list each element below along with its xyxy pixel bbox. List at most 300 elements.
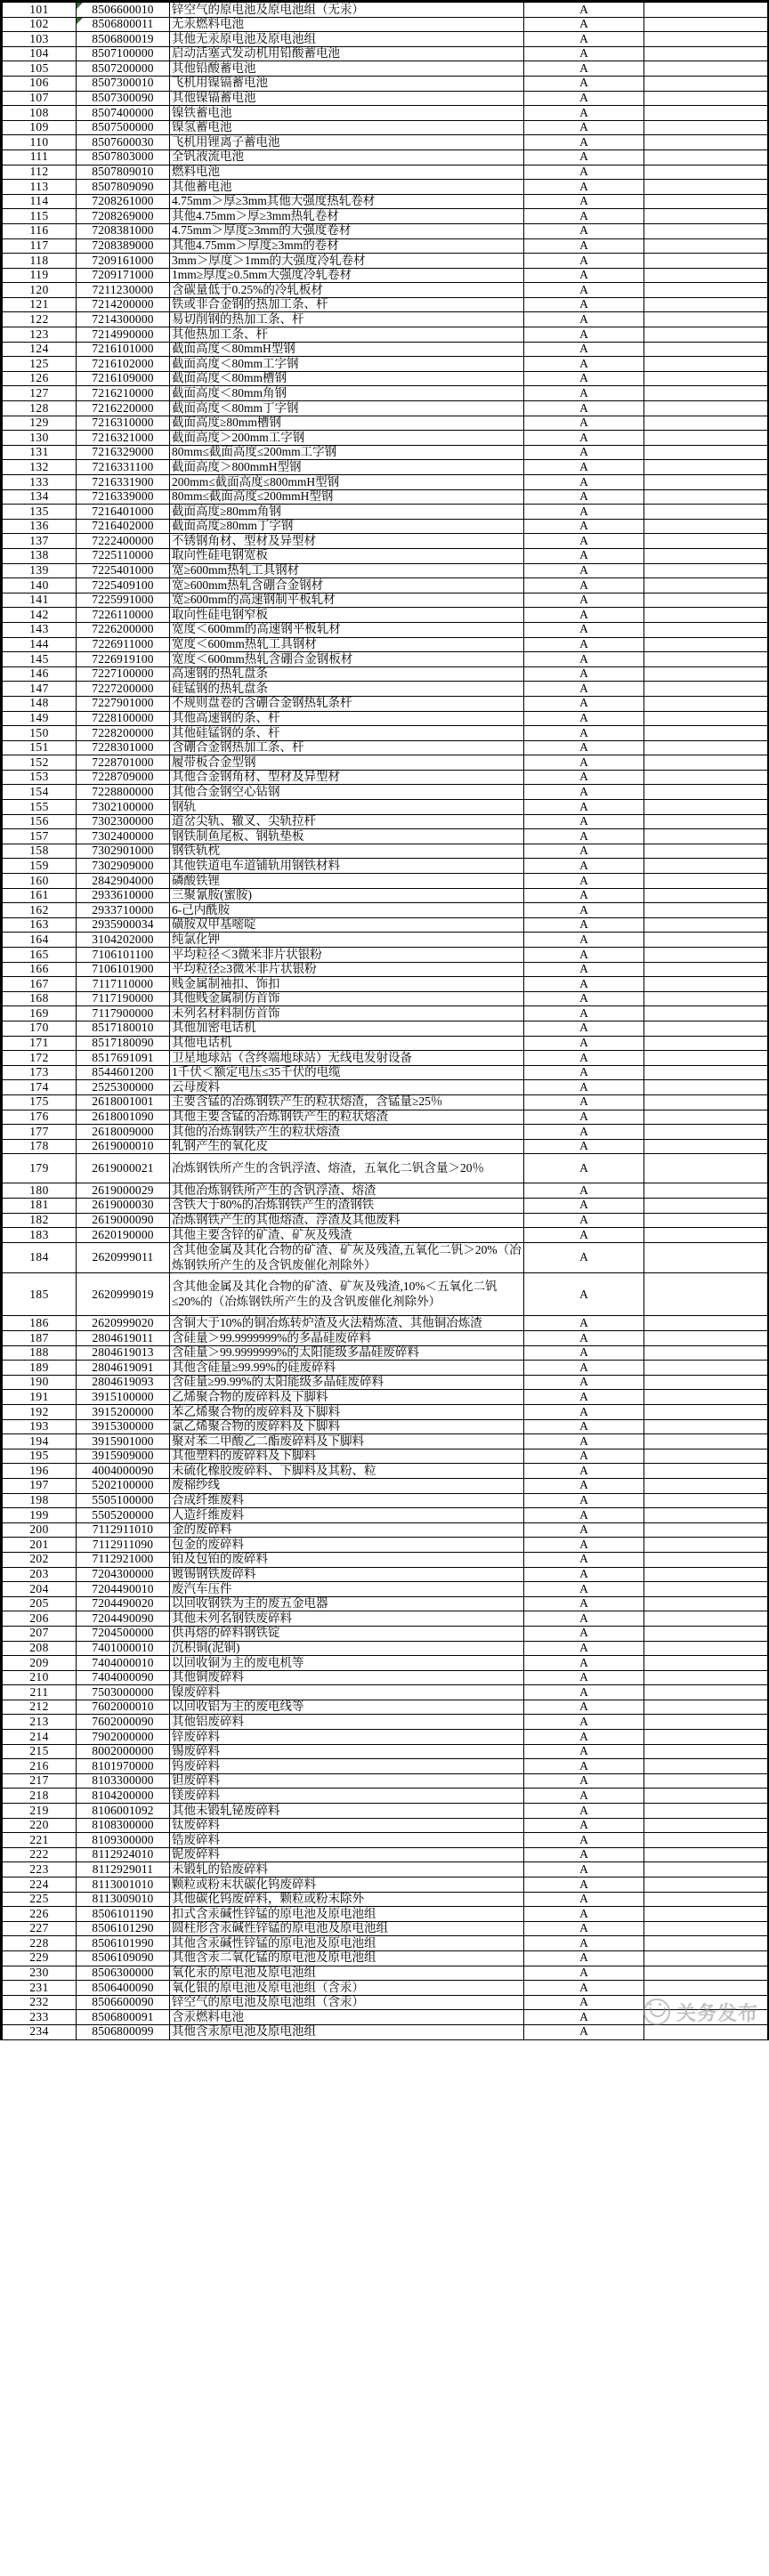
row-index-cell[interactable]: 166 xyxy=(3,962,77,977)
note-cell[interactable] xyxy=(644,106,768,121)
note-cell[interactable] xyxy=(644,1419,768,1434)
commodity-name-cell[interactable]: 截面高度≥80mm角钢 xyxy=(170,505,524,520)
category-flag-cell[interactable]: A xyxy=(524,1950,644,1966)
hs-code-cell[interactable] xyxy=(77,1006,170,1022)
hs-code-cell[interactable] xyxy=(77,1759,170,1774)
table-row[interactable] xyxy=(3,17,768,32)
note-cell[interactable] xyxy=(644,755,768,771)
commodity-name-cell[interactable]: 轧钢产生的氧化皮 xyxy=(170,1139,524,1154)
hs-code-cell[interactable] xyxy=(77,268,170,283)
table-row[interactable] xyxy=(3,1094,768,1110)
commodity-name-cell[interactable]: 宽度＜600mm热轧含硼合金钢板材 xyxy=(170,652,524,667)
commodity-name-cell[interactable]: 卫星地球站（含终端地球站）无线电发射设备 xyxy=(170,1051,524,1066)
note-cell[interactable] xyxy=(644,1125,768,1140)
note-cell[interactable] xyxy=(644,209,768,224)
row-index-cell[interactable]: 201 xyxy=(3,1538,77,1553)
table-row[interactable] xyxy=(3,1641,768,1656)
note-cell[interactable] xyxy=(644,1981,768,1996)
row-index-cell[interactable]: 220 xyxy=(3,1818,77,1833)
category-flag-cell[interactable]: A xyxy=(524,888,644,903)
hs-code-cell[interactable] xyxy=(77,1213,170,1228)
row-index-cell[interactable]: 132 xyxy=(3,460,77,475)
hs-code-cell[interactable] xyxy=(77,1228,170,1243)
row-index-cell[interactable]: 221 xyxy=(3,1833,77,1848)
commodity-name-cell[interactable]: 三聚氰胺(蜜胺) xyxy=(170,888,524,903)
commodity-name-cell[interactable]: 硅锰钢的热轧盘条 xyxy=(170,682,524,697)
row-index-cell[interactable]: 138 xyxy=(3,548,77,563)
table-row[interactable] xyxy=(3,1021,768,1036)
category-flag-cell[interactable]: A xyxy=(524,1789,644,1804)
row-index-cell[interactable]: 218 xyxy=(3,1789,77,1804)
table-row[interactable] xyxy=(3,475,768,490)
hs-code-cell[interactable] xyxy=(77,933,170,948)
hs-code-cell[interactable] xyxy=(77,1036,170,1051)
note-cell[interactable] xyxy=(644,1183,768,1199)
commodity-name-cell[interactable]: 其他碳化钨废碎料，颗粒或粉末除外 xyxy=(170,1892,524,1907)
note-cell[interactable] xyxy=(644,785,768,800)
note-cell[interactable] xyxy=(644,1656,768,1671)
table-row[interactable] xyxy=(3,519,768,534)
note-cell[interactable] xyxy=(644,770,768,785)
hs-code-cell[interactable] xyxy=(77,1847,170,1862)
commodity-name-cell[interactable]: 燃料电池 xyxy=(170,165,524,180)
category-flag-cell[interactable]: A xyxy=(524,1921,644,1936)
table-row[interactable] xyxy=(3,903,768,918)
row-index-cell[interactable]: 184 xyxy=(3,1242,77,1273)
table-row[interactable] xyxy=(3,1715,768,1730)
category-flag-cell[interactable]: A xyxy=(524,1051,644,1066)
commodity-name-cell[interactable]: 其他合金钢空心钻钢 xyxy=(170,785,524,800)
category-flag-cell[interactable]: A xyxy=(524,1478,644,1493)
commodity-name-cell[interactable]: 贱金属制袖扣、饰扣 xyxy=(170,977,524,992)
note-cell[interactable] xyxy=(644,2024,768,2039)
note-cell[interactable] xyxy=(644,1006,768,1022)
table-row[interactable] xyxy=(3,1228,768,1243)
note-cell[interactable] xyxy=(644,342,768,357)
commodity-name-cell[interactable]: 其他铁道电车道铺轨用钢铁材料 xyxy=(170,859,524,874)
row-index-cell[interactable]: 226 xyxy=(3,1907,77,1922)
note-cell[interactable] xyxy=(644,460,768,475)
hs-code-cell[interactable] xyxy=(77,61,170,77)
note-cell[interactable] xyxy=(644,1582,768,1597)
note-cell[interactable] xyxy=(644,829,768,844)
note-cell[interactable] xyxy=(644,1434,768,1450)
note-cell[interactable] xyxy=(644,888,768,903)
row-index-cell[interactable]: 158 xyxy=(3,844,77,859)
table-row[interactable] xyxy=(3,1508,768,1523)
hs-code-cell[interactable] xyxy=(77,682,170,697)
row-index-cell[interactable]: 219 xyxy=(3,1804,77,1819)
category-flag-cell[interactable]: A xyxy=(524,1021,644,1036)
row-index-cell[interactable]: 131 xyxy=(3,445,77,460)
table-row[interactable] xyxy=(3,1611,768,1627)
note-cell[interactable] xyxy=(644,1094,768,1110)
row-index-cell[interactable]: 144 xyxy=(3,637,77,652)
category-flag-cell[interactable]: A xyxy=(524,962,644,977)
table-row[interactable] xyxy=(3,149,768,165)
row-index-cell[interactable]: 214 xyxy=(3,1730,77,1745)
hs-code-cell[interactable] xyxy=(77,1405,170,1420)
row-index-cell[interactable]: 105 xyxy=(3,61,77,77)
category-flag-cell[interactable]: A xyxy=(524,933,644,948)
table-row[interactable] xyxy=(3,652,768,667)
row-index-cell[interactable]: 196 xyxy=(3,1464,77,1479)
row-index-cell[interactable]: 230 xyxy=(3,1966,77,1981)
category-flag-cell[interactable]: A xyxy=(524,2024,644,2039)
table-row[interactable] xyxy=(3,1493,768,1508)
note-cell[interactable] xyxy=(644,120,768,135)
commodity-name-cell[interactable]: 以回收铜为主的废电机等 xyxy=(170,1656,524,1671)
row-index-cell[interactable]: 187 xyxy=(3,1331,77,1346)
commodity-name-cell[interactable]: 其他含汞二氧化锰的原电池及原电池组 xyxy=(170,1950,524,1966)
category-flag-cell[interactable]: A xyxy=(524,1847,644,1862)
hs-code-cell[interactable] xyxy=(77,770,170,785)
hs-code-cell[interactable] xyxy=(77,1508,170,1523)
row-index-cell[interactable]: 133 xyxy=(3,475,77,490)
commodity-name-cell[interactable]: 以回收钢铁为主的废五金电器 xyxy=(170,1596,524,1611)
hs-code-cell[interactable] xyxy=(77,1139,170,1154)
row-index-cell[interactable]: 154 xyxy=(3,785,77,800)
row-index-cell[interactable]: 171 xyxy=(3,1036,77,1051)
row-index-cell[interactable]: 188 xyxy=(3,1345,77,1361)
category-flag-cell[interactable]: A xyxy=(524,829,644,844)
note-cell[interactable] xyxy=(644,1847,768,1862)
note-cell[interactable] xyxy=(644,238,768,254)
category-flag-cell[interactable]: A xyxy=(524,1670,644,1685)
row-index-cell[interactable]: 175 xyxy=(3,1094,77,1110)
note-cell[interactable] xyxy=(644,1273,768,1316)
row-index-cell[interactable]: 162 xyxy=(3,903,77,918)
hs-code-cell[interactable] xyxy=(77,135,170,150)
note-cell[interactable] xyxy=(644,76,768,91)
commodity-name-cell[interactable]: 颗粒或粉末状碳化钨废碎料 xyxy=(170,1877,524,1893)
row-index-cell[interactable]: 141 xyxy=(3,593,77,608)
data-table[interactable] xyxy=(2,2,768,2040)
hs-code-cell[interactable] xyxy=(77,2024,170,2039)
note-cell[interactable] xyxy=(644,32,768,47)
hs-code-cell[interactable] xyxy=(77,1080,170,1095)
category-flag-cell[interactable]: A xyxy=(524,32,644,47)
commodity-name-cell[interactable]: 钛废碎料 xyxy=(170,1818,524,1833)
category-flag-cell[interactable]: A xyxy=(524,903,644,918)
note-cell[interactable] xyxy=(644,194,768,209)
note-cell[interactable] xyxy=(644,948,768,963)
commodity-name-cell[interactable]: 截面高度≥80mm丁字钢 xyxy=(170,519,524,534)
note-cell[interactable] xyxy=(644,3,768,18)
category-flag-cell[interactable]: A xyxy=(524,297,644,312)
note-cell[interactable] xyxy=(644,933,768,948)
table-row[interactable] xyxy=(3,859,768,874)
category-flag-cell[interactable]: A xyxy=(524,666,644,682)
category-flag-cell[interactable]: A xyxy=(524,268,644,283)
category-flag-cell[interactable]: A xyxy=(524,977,644,992)
row-index-cell[interactable]: 135 xyxy=(3,505,77,520)
hs-code-cell[interactable] xyxy=(77,622,170,637)
hs-code-cell[interactable] xyxy=(77,652,170,667)
category-flag-cell[interactable]: A xyxy=(524,431,644,446)
hs-code-cell[interactable] xyxy=(77,106,170,121)
hs-code-cell[interactable] xyxy=(77,1907,170,1922)
note-cell[interactable] xyxy=(644,1316,768,1331)
category-flag-cell[interactable]: A xyxy=(524,1877,644,1893)
table-row[interactable] xyxy=(3,948,768,963)
row-index-cell[interactable]: 186 xyxy=(3,1316,77,1331)
row-index-cell[interactable]: 107 xyxy=(3,91,77,106)
category-flag-cell[interactable]: A xyxy=(524,800,644,815)
commodity-name-cell[interactable]: 易切削钢的热加工条、杆 xyxy=(170,312,524,327)
category-flag-cell[interactable]: A xyxy=(524,1522,644,1538)
category-flag-cell[interactable]: A xyxy=(524,1715,644,1730)
note-cell[interactable] xyxy=(644,991,768,1006)
note-cell[interactable] xyxy=(644,91,768,106)
note-cell[interactable] xyxy=(644,593,768,608)
row-index-cell[interactable]: 232 xyxy=(3,1995,77,2010)
row-index-cell[interactable]: 118 xyxy=(3,254,77,269)
commodity-name-cell[interactable]: 钨废碎料 xyxy=(170,1759,524,1774)
category-flag-cell[interactable]: A xyxy=(524,1006,644,1022)
hs-code-cell[interactable] xyxy=(77,1375,170,1390)
category-flag-cell[interactable]: A xyxy=(524,445,644,460)
note-cell[interactable] xyxy=(644,1596,768,1611)
row-index-cell[interactable]: 111 xyxy=(3,149,77,165)
hs-code-cell[interactable] xyxy=(77,475,170,490)
category-flag-cell[interactable]: A xyxy=(524,1094,644,1110)
note-cell[interactable] xyxy=(644,1685,768,1700)
note-cell[interactable] xyxy=(644,1449,768,1464)
table-row[interactable] xyxy=(3,1273,768,1316)
hs-code-cell[interactable] xyxy=(77,962,170,977)
commodity-name-cell[interactable]: 含碳量低于0.25%的冷轧板材 xyxy=(170,283,524,298)
hs-code-cell[interactable] xyxy=(77,431,170,446)
commodity-name-cell[interactable]: 80mm≤截面高度≤200mm工字钢 xyxy=(170,445,524,460)
row-index-cell[interactable]: 210 xyxy=(3,1670,77,1685)
note-cell[interactable] xyxy=(644,800,768,815)
category-flag-cell[interactable]: A xyxy=(524,1345,644,1361)
commodity-name-cell[interactable]: 钢铁轨枕 xyxy=(170,844,524,859)
note-cell[interactable] xyxy=(644,1375,768,1390)
hs-code-cell[interactable] xyxy=(77,223,170,238)
category-flag-cell[interactable]: A xyxy=(524,1361,644,1376)
hs-code-cell[interactable] xyxy=(77,740,170,755)
hs-code-cell[interactable] xyxy=(77,254,170,269)
hs-code-cell[interactable] xyxy=(77,1641,170,1656)
table-row[interactable] xyxy=(3,1478,768,1493)
row-index-cell[interactable]: 164 xyxy=(3,933,77,948)
category-flag-cell[interactable]: A xyxy=(524,1596,644,1611)
hs-code-cell[interactable] xyxy=(77,180,170,195)
table-row[interactable] xyxy=(3,283,768,298)
category-flag-cell[interactable]: A xyxy=(524,416,644,431)
table-row[interactable] xyxy=(3,1862,768,1877)
commodity-name-cell[interactable]: 镍铁蓄电池 xyxy=(170,106,524,121)
hs-code-cell[interactable] xyxy=(77,1345,170,1361)
note-cell[interactable] xyxy=(644,1478,768,1493)
category-flag-cell[interactable]: A xyxy=(524,1493,644,1508)
hs-code-cell[interactable] xyxy=(77,46,170,61)
commodity-name-cell[interactable]: 铌废碎料 xyxy=(170,1847,524,1862)
note-cell[interactable] xyxy=(644,608,768,623)
commodity-name-cell[interactable]: 不规则盘卷的含硼合金钢热轧条杆 xyxy=(170,696,524,711)
table-row[interactable] xyxy=(3,682,768,697)
row-index-cell[interactable]: 115 xyxy=(3,209,77,224)
commodity-name-cell[interactable]: 含铁大于80%的冶炼钢铁产生的渣钢铁 xyxy=(170,1198,524,1213)
note-cell[interactable] xyxy=(644,1110,768,1125)
commodity-name-cell[interactable]: 无汞燃料电池 xyxy=(170,17,524,32)
hs-code-cell[interactable] xyxy=(77,357,170,372)
hs-code-cell[interactable] xyxy=(77,1110,170,1125)
category-flag-cell[interactable]: A xyxy=(524,371,644,386)
hs-code-cell[interactable] xyxy=(77,1493,170,1508)
commodity-name-cell[interactable]: 截面高度＜80mm工字钢 xyxy=(170,357,524,372)
category-flag-cell[interactable]: A xyxy=(524,357,644,372)
note-cell[interactable] xyxy=(644,1833,768,1848)
hs-code-cell[interactable] xyxy=(77,548,170,563)
row-index-cell[interactable]: 193 xyxy=(3,1419,77,1434)
commodity-name-cell[interactable]: 1mm≥厚度≥0.5mm大强度冷轧卷材 xyxy=(170,268,524,283)
category-flag-cell[interactable]: A xyxy=(524,1641,644,1656)
hs-code-cell[interactable] xyxy=(77,888,170,903)
commodity-name-cell[interactable]: 截面高度≥80mm槽钢 xyxy=(170,416,524,431)
row-index-cell[interactable]: 137 xyxy=(3,534,77,549)
category-flag-cell[interactable]: A xyxy=(524,1139,644,1154)
commodity-name-cell[interactable]: 平均粒径＜3微米非片状银粉 xyxy=(170,948,524,963)
category-flag-cell[interactable]: A xyxy=(524,1183,644,1199)
hs-code-cell[interactable] xyxy=(77,1670,170,1685)
hs-code-cell[interactable] xyxy=(77,17,170,32)
row-index-cell[interactable]: 190 xyxy=(3,1375,77,1390)
commodity-name-cell[interactable]: 含其他金属及其化合物的矿渣、矿灰及残渣,五氧化二钒＞20%（冶炼钢铁所产生的及含钒废催化剂除外） xyxy=(170,1242,524,1273)
note-cell[interactable] xyxy=(644,1493,768,1508)
table-row[interactable] xyxy=(3,1744,768,1759)
note-cell[interactable] xyxy=(644,149,768,165)
category-flag-cell[interactable]: A xyxy=(524,1552,644,1567)
category-flag-cell[interactable]: A xyxy=(524,622,644,637)
category-flag-cell[interactable]: A xyxy=(524,755,644,771)
note-cell[interactable] xyxy=(644,622,768,637)
commodity-name-cell[interactable]: 截面高度＞200mm工字钢 xyxy=(170,431,524,446)
category-flag-cell[interactable]: A xyxy=(524,726,644,741)
commodity-name-cell[interactable]: 氧化汞的原电池及原电池组 xyxy=(170,1966,524,1981)
commodity-name-cell[interactable]: 其他含硅量≥99.99%的硅废碎料 xyxy=(170,1361,524,1376)
table-row[interactable] xyxy=(3,1936,768,1951)
table-row[interactable] xyxy=(3,254,768,269)
commodity-name-cell[interactable]: 其他铅酸蓄电池 xyxy=(170,61,524,77)
hs-code-cell[interactable] xyxy=(77,1567,170,1582)
row-index-cell[interactable]: 149 xyxy=(3,711,77,726)
commodity-name-cell[interactable]: 截面高度＜80mm角钢 xyxy=(170,386,524,401)
table-row[interactable] xyxy=(3,312,768,327)
note-cell[interactable] xyxy=(644,859,768,874)
commodity-name-cell[interactable]: 含汞燃料电池 xyxy=(170,2010,524,2025)
row-index-cell[interactable]: 134 xyxy=(3,489,77,505)
table-row[interactable] xyxy=(3,888,768,903)
note-cell[interactable] xyxy=(644,711,768,726)
commodity-name-cell[interactable]: 氯乙烯聚合物的废碎料及下脚料 xyxy=(170,1419,524,1434)
note-cell[interactable] xyxy=(644,740,768,755)
commodity-name-cell[interactable]: 其他4.75mm＞厚≥3mm热轧卷材 xyxy=(170,209,524,224)
commodity-name-cell[interactable]: 含铜大于10%的铜冶炼转炉渣及火法精炼渣、其他铜冶炼渣 xyxy=(170,1316,524,1331)
row-index-cell[interactable]: 114 xyxy=(3,194,77,209)
hs-code-cell[interactable] xyxy=(77,1626,170,1641)
commodity-name-cell[interactable]: 磷酸铁锂 xyxy=(170,874,524,889)
hs-code-cell[interactable] xyxy=(77,755,170,771)
category-flag-cell[interactable]: A xyxy=(524,1213,644,1228)
category-flag-cell[interactable]: A xyxy=(524,1242,644,1273)
category-flag-cell[interactable]: A xyxy=(524,386,644,401)
commodity-name-cell[interactable]: 锌空气的原电池及原电池组（含汞） xyxy=(170,1995,524,2010)
category-flag-cell[interactable]: A xyxy=(524,165,644,180)
table-row[interactable] xyxy=(3,696,768,711)
category-flag-cell[interactable]: A xyxy=(524,283,644,298)
table-row[interactable] xyxy=(3,1759,768,1774)
note-cell[interactable] xyxy=(644,371,768,386)
table-row[interactable] xyxy=(3,1139,768,1154)
row-index-cell[interactable]: 179 xyxy=(3,1154,77,1183)
table-row[interactable] xyxy=(3,1804,768,1819)
category-flag-cell[interactable]: A xyxy=(524,1154,644,1183)
table-row[interactable] xyxy=(3,1907,768,1922)
row-index-cell[interactable]: 124 xyxy=(3,342,77,357)
category-flag-cell[interactable]: A xyxy=(524,1730,644,1745)
category-flag-cell[interactable]: A xyxy=(524,1331,644,1346)
commodity-name-cell[interactable]: 履带板合金型钢 xyxy=(170,755,524,771)
table-row[interactable] xyxy=(3,194,768,209)
table-row[interactable] xyxy=(3,489,768,505)
hs-code-cell[interactable] xyxy=(77,1936,170,1951)
table-row[interactable] xyxy=(3,371,768,386)
category-flag-cell[interactable]: A xyxy=(524,1818,644,1833)
row-index-cell[interactable]: 199 xyxy=(3,1508,77,1523)
table-row[interactable] xyxy=(3,416,768,431)
commodity-name-cell[interactable]: 取向性硅电钢窄板 xyxy=(170,608,524,623)
hs-code-cell[interactable] xyxy=(77,948,170,963)
category-flag-cell[interactable]: A xyxy=(524,1567,644,1582)
table-row[interactable] xyxy=(3,933,768,948)
commodity-name-cell[interactable]: 纯氯化钾 xyxy=(170,933,524,948)
hs-code-cell[interactable] xyxy=(77,76,170,91)
row-index-cell[interactable]: 176 xyxy=(3,1110,77,1125)
row-index-cell[interactable]: 177 xyxy=(3,1125,77,1140)
note-cell[interactable] xyxy=(644,519,768,534)
table-row[interactable] xyxy=(3,962,768,977)
category-flag-cell[interactable]: A xyxy=(524,1981,644,1996)
note-cell[interactable] xyxy=(644,1759,768,1774)
commodity-name-cell[interactable]: 乙烯聚合物的废碎料及下脚料 xyxy=(170,1390,524,1405)
row-index-cell[interactable]: 142 xyxy=(3,608,77,623)
table-row[interactable] xyxy=(3,1183,768,1199)
note-cell[interactable] xyxy=(644,1950,768,1966)
table-row[interactable] xyxy=(3,1966,768,1981)
commodity-name-cell[interactable]: 4.75mm＞厚度≥3mm的大强度卷材 xyxy=(170,223,524,238)
note-cell[interactable] xyxy=(644,223,768,238)
commodity-name-cell[interactable]: 其他加密电话机 xyxy=(170,1021,524,1036)
category-flag-cell[interactable]: A xyxy=(524,917,644,933)
row-index-cell[interactable]: 215 xyxy=(3,1744,77,1759)
hs-code-cell[interactable] xyxy=(77,1789,170,1804)
note-cell[interactable] xyxy=(644,312,768,327)
row-index-cell[interactable]: 155 xyxy=(3,800,77,815)
commodity-name-cell[interactable]: 其他塑料的废碎料及下脚料 xyxy=(170,1449,524,1464)
table-row[interactable] xyxy=(3,578,768,594)
table-row[interactable] xyxy=(3,1331,768,1346)
category-flag-cell[interactable]: A xyxy=(524,1065,644,1080)
category-flag-cell[interactable]: A xyxy=(524,608,644,623)
note-cell[interactable] xyxy=(644,652,768,667)
note-cell[interactable] xyxy=(644,1966,768,1981)
commodity-name-cell[interactable]: 钢铁制鱼尾板、钢轨垫板 xyxy=(170,829,524,844)
table-row[interactable] xyxy=(3,1833,768,1848)
hs-code-cell[interactable] xyxy=(77,312,170,327)
